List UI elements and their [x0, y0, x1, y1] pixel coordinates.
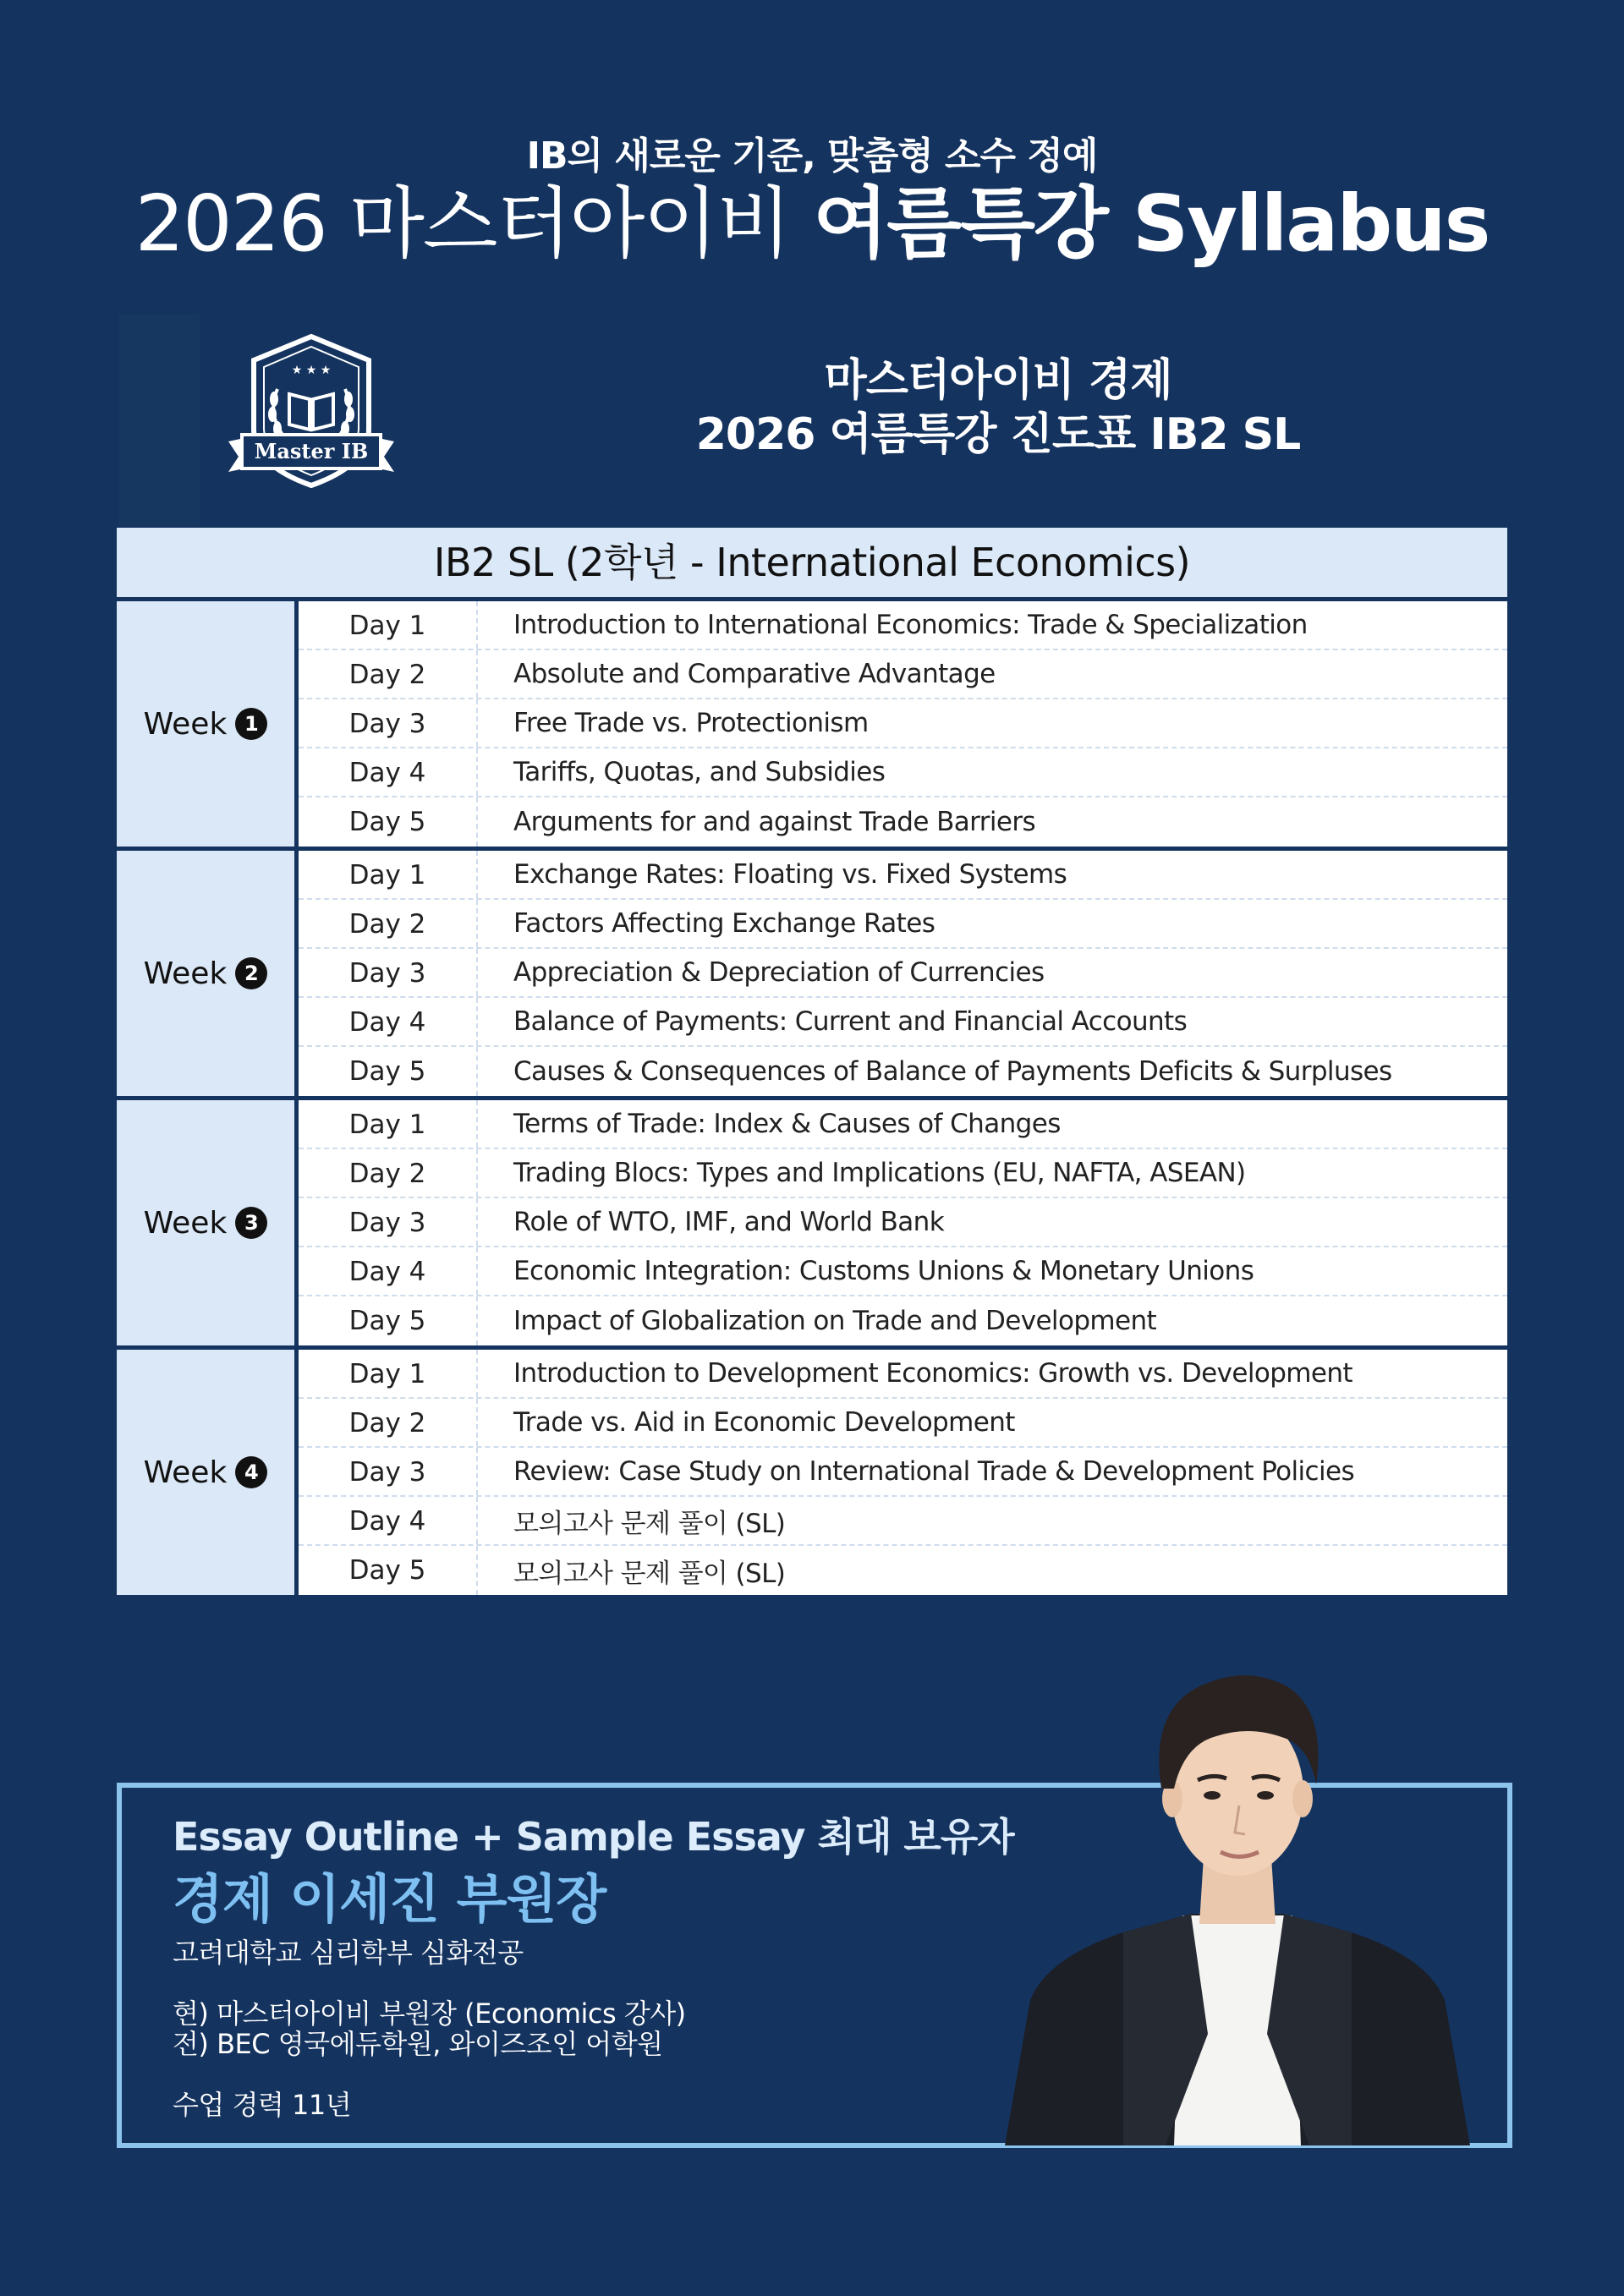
- table-row: [299, 601, 1507, 650]
- day-topic: 모의고사 문제 풀이 (SL): [513, 1508, 786, 1539]
- day-name: Day 4: [299, 998, 478, 1045]
- svg-text:★ ★ ★: ★ ★ ★: [291, 364, 332, 377]
- day-name: Day 5: [299, 797, 478, 847]
- week-label-text: Week: [143, 956, 228, 991]
- teacher-experience: 수업 경력 11년: [173, 2089, 352, 2121]
- day-name: Day 1: [299, 1100, 478, 1148]
- week-number-badge: 2: [235, 957, 267, 989]
- day-topic: Arguments for and against Trade Barriers: [513, 807, 1036, 837]
- day-topic: Trade vs. Aid in Economic Development: [513, 1407, 1015, 1438]
- week-number-badge: 4: [235, 1456, 267, 1488]
- day-list: [299, 601, 1507, 847]
- page-title-bold: 여름특강 Syllabus: [813, 178, 1490, 269]
- day-name: Day 1: [299, 1350, 478, 1397]
- table-row: [299, 1247, 1507, 1296]
- table-row: [299, 1296, 1507, 1345]
- week-label: [117, 601, 299, 847]
- week-label: [117, 1100, 299, 1345]
- logo-backdrop: [118, 315, 200, 526]
- day-topic: Causes & Consequences of Balance of Payments Deficits & Surpluses: [513, 1056, 1392, 1087]
- day-topic: 모의고사 문제 풀이 (SL): [513, 1558, 786, 1589]
- teacher-former-role: 전) BEC 영국에듀학원, 와이즈조인 어학원: [173, 2028, 663, 2060]
- day-name: Day 4: [299, 1247, 478, 1295]
- day-topic: Review: Case Study on International Trade & Development Policies: [513, 1456, 1355, 1487]
- day-topic: Trading Blocs: Types and Implications (EU, NAFTA, ASEAN): [513, 1158, 1246, 1188]
- day-topic: Economic Integration: Customs Unions & Monetary Unions: [513, 1256, 1254, 1286]
- day-name: Day 2: [299, 1149, 478, 1197]
- table-row: [299, 1198, 1507, 1247]
- day-topic: Absolute and Comparative Advantage: [513, 659, 996, 689]
- week-number-badge: 1: [235, 708, 267, 740]
- day-topic: Balance of Payments: Current and Financial Accounts: [513, 1006, 1188, 1037]
- master-ib-logo: [218, 330, 404, 499]
- table-row: [299, 1448, 1507, 1497]
- day-topic: Factors Affecting Exchange Rates: [513, 908, 935, 939]
- subject-title-line2: 2026 여름특강 진도표 IB2 SL: [695, 409, 1301, 460]
- day-topic: Tariffs, Quotas, and Subsidies: [513, 757, 886, 787]
- day-name: Day 3: [299, 1198, 478, 1246]
- teacher-education: 고려대학교 심리학부 심화전공: [173, 1937, 524, 1969]
- logo-text: Master IB: [254, 439, 369, 463]
- table-row: [299, 748, 1507, 797]
- day-list: [299, 1350, 1507, 1595]
- week-number-badge: 3: [235, 1207, 267, 1239]
- table-row: [299, 998, 1507, 1047]
- schedule-table: [117, 528, 1507, 1595]
- table-title: IB2 SL (2학년 - International Economics): [117, 528, 1507, 597]
- header-subtitle: IB의 새로운 기준, 맞춤형 소수 정예: [526, 134, 1098, 178]
- table-row: [299, 1546, 1507, 1595]
- day-topic: Introduction to International Economics: Trade & Specialization: [513, 610, 1308, 640]
- teacher-tagline: Essay Outline + Sample Essay 최대 보유자: [173, 1814, 1014, 1860]
- week-block-4: [117, 1345, 1507, 1595]
- day-name: Day 4: [299, 748, 478, 796]
- page-title-light: 2026 마스터아이비: [134, 178, 814, 269]
- day-name: Day 3: [299, 949, 478, 996]
- day-name: Day 2: [299, 1399, 478, 1446]
- day-topic: Impact of Globalization on Trade and Development: [513, 1306, 1157, 1336]
- week-label-text: Week: [143, 706, 228, 742]
- day-list: [299, 1100, 1507, 1345]
- day-name: Day 5: [299, 1047, 478, 1096]
- table-row: [299, 1350, 1507, 1399]
- table-row: [299, 797, 1507, 847]
- day-name: Day 1: [299, 851, 478, 898]
- day-name: Day 1: [299, 601, 478, 649]
- day-list: [299, 851, 1507, 1096]
- day-topic: Exchange Rates: Floating vs. Fixed Systems: [513, 859, 1067, 890]
- table-row: [299, 1497, 1507, 1546]
- teacher-current-role: 현) 마스터아이비 부원장 (Economics 강사): [173, 1997, 686, 2030]
- day-name: Day 3: [299, 1448, 478, 1495]
- week-label: [117, 1350, 299, 1595]
- subject-title: [609, 353, 1387, 462]
- day-name: Day 2: [299, 900, 478, 947]
- day-name: Day 2: [299, 650, 478, 698]
- table-row: [299, 650, 1507, 699]
- teacher-name: 경제 이세진 부원장: [173, 1868, 606, 1930]
- day-name: Day 5: [299, 1296, 478, 1345]
- table-row: [299, 699, 1507, 748]
- page-title: [0, 178, 1624, 271]
- day-topic: Free Trade vs. Protectionism: [513, 708, 869, 738]
- week-label-text: Week: [143, 1205, 228, 1241]
- day-topic: Role of WTO, IMF, and World Bank: [513, 1207, 945, 1237]
- table-row: [299, 1047, 1507, 1096]
- day-name: Day 5: [299, 1546, 478, 1595]
- table-row: [299, 1100, 1507, 1149]
- table-row: [299, 900, 1507, 949]
- week-label-text: Week: [143, 1455, 228, 1490]
- week-block-3: [117, 1096, 1507, 1345]
- day-name: Day 3: [299, 699, 478, 747]
- teacher-portrait: [996, 1645, 1479, 2145]
- table-row: [299, 949, 1507, 998]
- day-topic: Appreciation & Depreciation of Currencies: [513, 957, 1045, 988]
- subject-title-line1: 마스터아이비 경제: [824, 355, 1172, 406]
- day-topic: Introduction to Development Economics: Growth vs. Development: [513, 1358, 1352, 1389]
- table-row: [299, 1399, 1507, 1448]
- day-name: Day 4: [299, 1497, 478, 1544]
- week-block-2: [117, 847, 1507, 1096]
- week-block-1: [117, 597, 1507, 847]
- table-row: [299, 851, 1507, 900]
- week-label: [117, 851, 299, 1096]
- table-row: [299, 1149, 1507, 1198]
- day-topic: Terms of Trade: Index & Causes of Changes: [513, 1109, 1061, 1139]
